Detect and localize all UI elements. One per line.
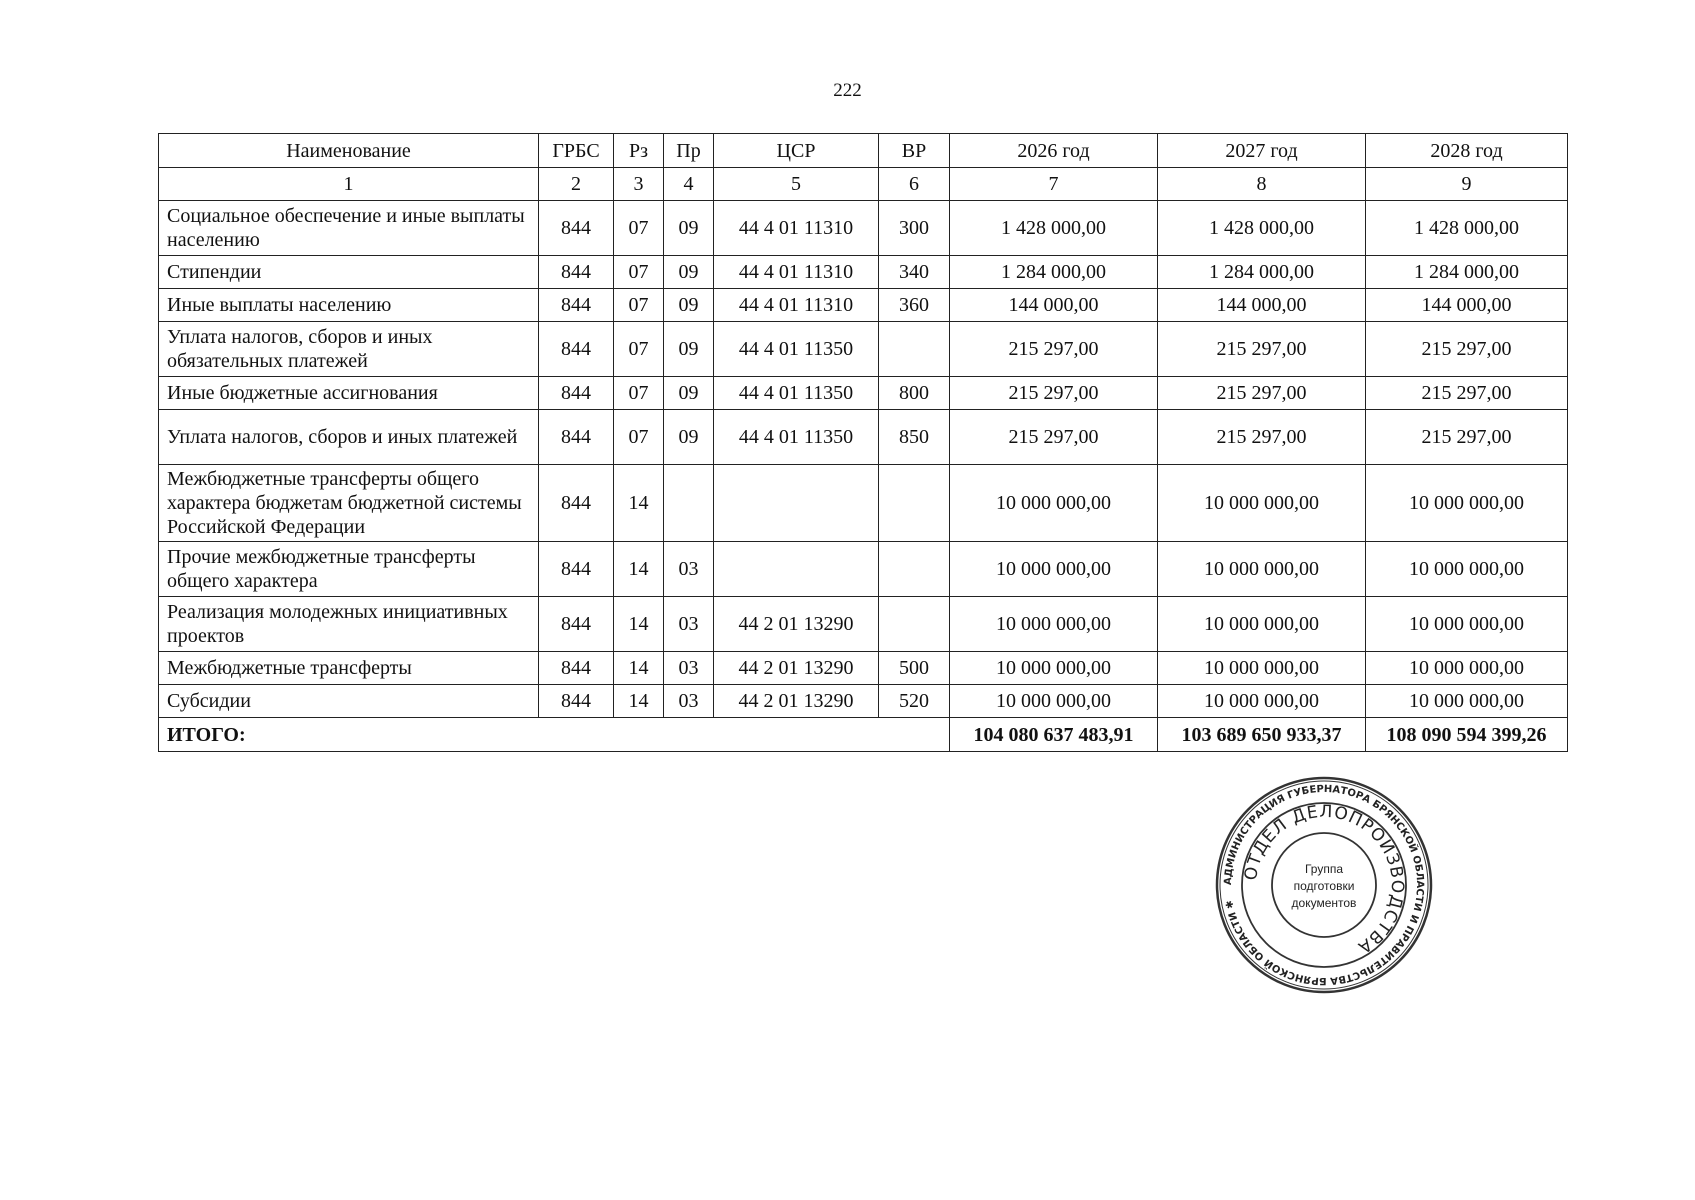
row-2026: 144 000,00 xyxy=(950,289,1158,322)
row-pr: 09 xyxy=(664,377,714,410)
row-csr: 44 2 01 13290 xyxy=(714,652,879,685)
seal-center-line: документов xyxy=(1291,896,1357,910)
row-vr xyxy=(879,597,950,652)
table-row xyxy=(159,410,1568,465)
header-2026: 2026 год xyxy=(950,134,1158,168)
header-rz: Рз xyxy=(614,134,664,168)
row-vr: 520 xyxy=(879,685,950,718)
row-2027: 10 000 000,00 xyxy=(1158,597,1366,652)
row-csr xyxy=(714,542,879,597)
column-number-row xyxy=(159,168,1568,201)
row-2028: 215 297,00 xyxy=(1366,410,1568,465)
total-2026: 104 080 637 483,91 xyxy=(950,718,1158,752)
row-2028: 10 000 000,00 xyxy=(1366,652,1568,685)
row-2026: 215 297,00 xyxy=(950,410,1158,465)
row-2027: 215 297,00 xyxy=(1158,377,1366,410)
row-rz: 14 xyxy=(614,597,664,652)
row-name: Стипендии xyxy=(159,256,539,289)
row-rz: 07 xyxy=(614,289,664,322)
row-vr: 500 xyxy=(879,652,950,685)
row-csr xyxy=(714,465,879,542)
row-name: Межбюджетные трансферты общего характера бюджетам бюджетной системы Российской Федерации xyxy=(159,465,539,542)
table-row xyxy=(159,652,1568,685)
row-rz: 07 xyxy=(614,377,664,410)
row-pr: 03 xyxy=(664,542,714,597)
row-rz: 14 xyxy=(614,542,664,597)
table-row xyxy=(159,377,1568,410)
total-row xyxy=(159,718,1568,752)
row-grbs: 844 xyxy=(539,289,614,322)
row-2026: 1 428 000,00 xyxy=(950,201,1158,256)
row-rz: 07 xyxy=(614,322,664,377)
column-number: 5 xyxy=(714,168,879,201)
row-csr: 44 4 01 11310 xyxy=(714,289,879,322)
row-name: Уплата налогов, сборов и иных обязательных платежей xyxy=(159,322,539,377)
seal-center-line: Группа xyxy=(1304,862,1344,876)
row-csr: 44 4 01 11350 xyxy=(714,322,879,377)
page-number: 222 xyxy=(833,80,862,101)
row-csr: 44 4 01 11310 xyxy=(714,256,879,289)
row-pr: 09 xyxy=(664,256,714,289)
row-pr: 09 xyxy=(664,322,714,377)
total-2027: 103 689 650 933,37 xyxy=(1158,718,1366,752)
row-2027: 215 297,00 xyxy=(1158,322,1366,377)
row-2028: 10 000 000,00 xyxy=(1366,465,1568,542)
row-2026: 215 297,00 xyxy=(950,377,1158,410)
row-2026: 10 000 000,00 xyxy=(950,465,1158,542)
row-2026: 10 000 000,00 xyxy=(950,597,1158,652)
row-rz: 14 xyxy=(614,465,664,542)
budget-table xyxy=(158,133,1568,752)
header-csr: ЦСР xyxy=(714,134,879,168)
table-row xyxy=(159,685,1568,718)
row-grbs: 844 xyxy=(539,685,614,718)
row-name: Уплата налогов, сборов и иных платежей xyxy=(159,410,539,465)
row-vr: 850 xyxy=(879,410,950,465)
table-row xyxy=(159,201,1568,256)
row-grbs: 844 xyxy=(539,542,614,597)
row-pr xyxy=(664,465,714,542)
table-row xyxy=(159,256,1568,289)
row-pr: 09 xyxy=(664,289,714,322)
row-name: Иные выплаты населению xyxy=(159,289,539,322)
row-2027: 1 428 000,00 xyxy=(1158,201,1366,256)
column-number: 2 xyxy=(539,168,614,201)
row-pr: 03 xyxy=(664,597,714,652)
row-name: Прочие межбюджетные трансферты общего характера xyxy=(159,542,539,597)
header-2028: 2028 год xyxy=(1366,134,1568,168)
row-2026: 10 000 000,00 xyxy=(950,542,1158,597)
column-number: 9 xyxy=(1366,168,1568,201)
row-2027: 215 297,00 xyxy=(1158,410,1366,465)
table-row xyxy=(159,542,1568,597)
row-2027: 10 000 000,00 xyxy=(1158,542,1366,597)
row-2027: 1 284 000,00 xyxy=(1158,256,1366,289)
column-number: 3 xyxy=(614,168,664,201)
total-label: ИТОГО: xyxy=(159,718,950,752)
row-pr: 09 xyxy=(664,201,714,256)
row-grbs: 844 xyxy=(539,201,614,256)
table-row xyxy=(159,465,1568,542)
column-number: 8 xyxy=(1158,168,1366,201)
row-grbs: 844 xyxy=(539,322,614,377)
seal-middle-text: ОТДЕЛ ДЕЛОПРОИЗВОДСТВА xyxy=(1240,801,1408,958)
row-grbs: 844 xyxy=(539,597,614,652)
row-name: Субсидии xyxy=(159,685,539,718)
row-vr: 800 xyxy=(879,377,950,410)
row-vr: 340 xyxy=(879,256,950,289)
row-2028: 10 000 000,00 xyxy=(1366,597,1568,652)
row-name: Межбюджетные трансферты xyxy=(159,652,539,685)
header-pr: Пр xyxy=(664,134,714,168)
row-csr: 44 4 01 11310 xyxy=(714,201,879,256)
row-csr: 44 2 01 13290 xyxy=(714,597,879,652)
row-2026: 10 000 000,00 xyxy=(950,685,1158,718)
row-2028: 10 000 000,00 xyxy=(1366,685,1568,718)
row-csr: 44 4 01 11350 xyxy=(714,410,879,465)
row-grbs: 844 xyxy=(539,256,614,289)
row-pr: 03 xyxy=(664,685,714,718)
table-row xyxy=(159,322,1568,377)
row-2028: 215 297,00 xyxy=(1366,377,1568,410)
row-rz: 07 xyxy=(614,256,664,289)
row-2027: 10 000 000,00 xyxy=(1158,652,1366,685)
row-2026: 10 000 000,00 xyxy=(950,652,1158,685)
row-grbs: 844 xyxy=(539,652,614,685)
row-2027: 10 000 000,00 xyxy=(1158,465,1366,542)
column-number: 7 xyxy=(950,168,1158,201)
row-pr: 03 xyxy=(664,652,714,685)
header-row xyxy=(159,134,1568,168)
table-row xyxy=(159,597,1568,652)
row-2028: 1 428 000,00 xyxy=(1366,201,1568,256)
column-number: 6 xyxy=(879,168,950,201)
row-name: Иные бюджетные ассигнования xyxy=(159,377,539,410)
row-csr: 44 2 01 13290 xyxy=(714,685,879,718)
row-2028: 144 000,00 xyxy=(1366,289,1568,322)
row-rz: 07 xyxy=(614,201,664,256)
row-grbs: 844 xyxy=(539,410,614,465)
total-2028: 108 090 594 399,26 xyxy=(1366,718,1568,752)
column-number: 4 xyxy=(664,168,714,201)
row-2028: 10 000 000,00 xyxy=(1366,542,1568,597)
row-pr: 09 xyxy=(664,410,714,465)
row-2026: 1 284 000,00 xyxy=(950,256,1158,289)
row-vr xyxy=(879,542,950,597)
row-2028: 215 297,00 xyxy=(1366,322,1568,377)
header-vr: ВР xyxy=(879,134,950,168)
row-name: Социальное обеспечение и иные выплаты населению xyxy=(159,201,539,256)
table-row xyxy=(159,289,1568,322)
row-grbs: 844 xyxy=(539,377,614,410)
row-csr: 44 4 01 11350 xyxy=(714,377,879,410)
row-2028: 1 284 000,00 xyxy=(1366,256,1568,289)
row-2026: 215 297,00 xyxy=(950,322,1158,377)
column-number: 1 xyxy=(159,168,539,201)
header-grbs: ГРБС xyxy=(539,134,614,168)
seal-outer-text: АДМИНИСТРАЦИЯ ГУБЕРНАТОРА БРЯНСКОЙ ОБЛАСТИ И ПРАВИТЕЛЬСТВА БРЯНСКОЙ ОБЛАСТИ ✱ xyxy=(1222,783,1426,987)
header-name: Наименование xyxy=(159,134,539,168)
seal-center-line: подготовки xyxy=(1293,879,1355,893)
header-2027: 2027 год xyxy=(1158,134,1366,168)
row-2027: 144 000,00 xyxy=(1158,289,1366,322)
row-vr: 300 xyxy=(879,201,950,256)
row-grbs: 844 xyxy=(539,465,614,542)
row-2027: 10 000 000,00 xyxy=(1158,685,1366,718)
official-seal xyxy=(1214,775,1434,995)
row-rz: 07 xyxy=(614,410,664,465)
row-vr: 360 xyxy=(879,289,950,322)
row-vr xyxy=(879,322,950,377)
row-vr xyxy=(879,465,950,542)
row-rz: 14 xyxy=(614,652,664,685)
row-name: Реализация молодежных инициативных проектов xyxy=(159,597,539,652)
row-rz: 14 xyxy=(614,685,664,718)
